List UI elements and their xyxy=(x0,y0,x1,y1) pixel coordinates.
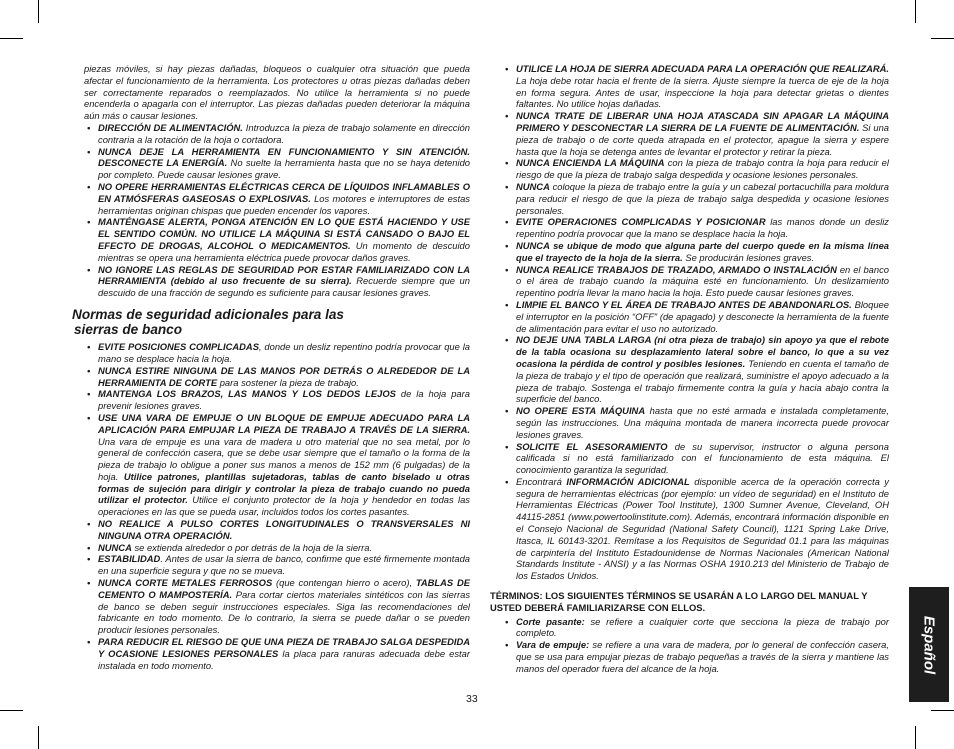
bullet-emphasis: NUNCA xyxy=(98,541,132,553)
bullet-item xyxy=(502,441,889,476)
bullet-text: Introduzca la pieza de trabajo solamente en dirección contraria a la rotación de la hoja o cortadora. xyxy=(98,121,470,145)
crop-mark xyxy=(931,710,954,711)
bullet-item xyxy=(84,341,470,365)
page-number: 33 xyxy=(466,693,478,705)
bullet-item xyxy=(84,542,470,554)
bullet-item xyxy=(84,122,470,146)
crop-mark xyxy=(915,726,916,749)
bullet-emphasis: NO OPERE ESTA MÁQUINA xyxy=(516,405,646,417)
bullet-item xyxy=(502,264,889,299)
bullet-text: Utilice el conjunto protector de la hoja y hendedor en todas las operaciones en las que se pueda usar, incluidos todos los cortes pasantes. xyxy=(98,494,470,518)
bullet-text: Se producirán lesiones graves. xyxy=(682,251,815,263)
terms-list xyxy=(502,616,889,675)
bullet-emphasis: MANTÉNGASE ALERTA, PONGA ATENCIÓN EN LO QUE ESTÁ HACIENDO Y USE EL SENTIDO COMÚN. NO UTILICE LA MÁQUINA SI ESTÁ CANSADO O BAJO EL EFECTO DE DROGAS, ALCOHOL O MEDICAMENTOS. xyxy=(98,216,470,251)
bullet-item xyxy=(84,577,470,636)
bullet-item xyxy=(84,518,470,542)
bullet-text: Recuerde siempre que un descuido de una fracción de segundo es suficiente para causar lesiones graves. xyxy=(98,275,470,299)
crop-mark xyxy=(38,0,39,23)
bullet-emphasis: DIRECCIÓN DE ALIMENTACIÓN. xyxy=(98,121,243,133)
crop-mark xyxy=(931,38,954,39)
bullet-text: hasta que no esté armada e instalada completamente, según las instrucciones. Una máquina montada de manera incorrecta puede provocar lesiones graves. xyxy=(516,405,889,440)
language-tab-label: Español xyxy=(920,615,938,674)
bullet-text: Los motores e interruptores de estas herramientas originan chispas que pueden encender los vapores. xyxy=(98,192,470,216)
bullet-emphasis: NUNCA REALICE TRABAJOS DE TRAZADO, ARMADO O INSTALACIÓN xyxy=(516,263,837,275)
bullet-emphasis: Corte pasante: xyxy=(516,615,585,627)
bullet-text: en el banco o el área de trabajo cuando la máquina esté en funcionamiento. Un deslizamiento repentino podría llevar la mano hacia la hoja. Esto puede causar lesiones graves. xyxy=(516,263,889,299)
bullet-text: para sostener la pieza de trabajo. xyxy=(217,376,359,388)
right-bullet-list xyxy=(502,63,889,582)
bullet-item xyxy=(84,388,470,412)
bullet-emphasis: NUNCA DEJE LA HERRAMIENTA EN FUNCIONAMIENTO Y SIN ATENCIÓN. DESCONECTE LA ENERGÍA. xyxy=(98,145,470,169)
bullet-text: La hoja debe rotar hacia el frente de la sierra. Ajuste siempre la tuerca de eje de la hoja en forma segura. Antes de usar, inspeccione la hoja para detectar grietas o dientes faltantes. No utilice hojas dañadas. xyxy=(516,74,889,110)
bullet-text: Un momento de descuido mientras se opera una herramienta eléctrica puede provocar daños graves. xyxy=(98,239,470,263)
bullet-text: se extienda alrededor o por detrás de la hoja de la sierra. xyxy=(131,541,373,553)
bullet-emphasis: LIMPIE EL BANCO Y EL ÁREA DE TRABAJO ANTES DE ABANDONARLOS. xyxy=(516,298,852,310)
bullet-text: Teniendo en cuenta el tamaño de la pieza de trabajo y el tipo de operación que realizará, suministre el apoyo adecuado a la pieza de trabajo. Sostenga el trabajo firmemente contra la guía y hacia abajo contra la superficie del banco. xyxy=(516,357,889,405)
bullet-text: la placa para ranuras adecuada debe estar instalada en todo momento. xyxy=(98,647,470,671)
bullet-emphasis: NO REALICE A PULSO CORTES LONGITUDINALES O TRANSVERSALES NI NINGUNA OTRA OPERACIÓN. xyxy=(98,518,470,541)
bullet-item xyxy=(84,636,470,671)
bullet-item xyxy=(502,299,889,334)
crop-mark xyxy=(38,726,39,749)
bullet-emphasis: NO DEJE UNA TABLA LARGA (ni otra pieza de trabajo) sin apoyo ya que el rebote de la tabla ocasiona su desplazamiento lateral sobre el banco, lo que a su vez ocasiona la pérdida de control y posibles lesiones. xyxy=(516,334,889,369)
bullet-item xyxy=(84,146,470,181)
bullet-emphasis: Vara de empuje: xyxy=(516,639,590,651)
bullet-emphasis: NUNCA se ubique de modo que alguna parte del cuerpo quede en la misma línea que el trayecto de la hoja de la sierra. xyxy=(516,239,889,263)
bullet-item xyxy=(502,616,889,640)
bullet-emphasis: NUNCA ENCIENDA LA MÁQUINA xyxy=(516,157,665,169)
bullet-item xyxy=(84,412,470,518)
bullet-emphasis: NUNCA TRATE DE LIBERAR UNA HOJA ATASCADA SIN APAGAR LA MÁQUINA PRIMERO Y DESCONECTAR LA SIERRA DE LA FUENTE DE ALIMENTACIÓN. xyxy=(516,110,889,133)
bullet-emphasis: USE UNA VARA DE EMPUJE O UN BLOQUE DE EMPUJE ADECUADO PARA LA APLICACIÓN PARA EMPUJAR LA PIEZA DE TRABAJO A TRAVÉS DE LA SIERRA. xyxy=(98,411,470,435)
bullet-emphasis: Utilice patrones, plantillas sujetadoras, tablas de canto biselado u otras formas de sujeción para dirigir y controlar la pieza de trabajo cuando no pueda utilizar el protector. xyxy=(98,470,470,506)
bullet-text: las manos donde un desliz repentino podría provocar que la mano se desplace hacia la hoja. xyxy=(516,216,889,240)
bullet-text: coloque la pieza de trabajo entre la guía y un cabezal portacuchilla para moldura para reducir el riesgo de que la pieza de trabajo salga despedida y ocasione lesiones personales. xyxy=(516,180,889,216)
bullet-item xyxy=(84,365,470,389)
bullet-item xyxy=(84,216,470,263)
bullet-text: con la pieza de trabajo contra la hoja para reducir el riesgo de que la pieza de trabajo salga despedida y ocasione lesiones personales. xyxy=(516,157,889,181)
bullet-item xyxy=(502,216,889,240)
bullet-item xyxy=(84,181,470,216)
bullet-text: de la hoja para prevenir lesiones graves. xyxy=(98,388,470,412)
bullet-text: No suelte la herramienta hasta que no se haya detenido por completo. Puede causar lesiones grave. xyxy=(98,157,470,181)
bullet-emphasis: INFORMACIÓN ADICIONAL xyxy=(566,475,690,487)
bullet-item xyxy=(502,63,889,110)
bullet-emphasis: NO IGNORE LAS REGLAS DE SEGURIDAD POR ESTAR FAMILIARIZADO CON LA HERRAMIENTA (debido al uso frecuente de su sierra). xyxy=(98,263,470,287)
bullet-emphasis: NO OPERE HERRAMIENTAS ELÉCTRICAS CERCA DE LÍQUIDOS INFLAMABLES O EN ATMÓSFERAS GASEOSAS O EXPLOSIVAS. xyxy=(98,180,470,204)
bullet-item xyxy=(84,264,470,299)
bullet-item xyxy=(502,157,889,181)
bullet-emphasis: SOLICITE EL ASESORAMIENTO xyxy=(516,440,668,452)
section-heading: Normas de seguridad adicionales para las sierras de banco xyxy=(72,306,344,337)
bullet-text: de su supervisor, instructor o alguna persona calificada si no está familiarizado con el funcionamiento de esta máquina. El conocimiento garantiza la seguridad. xyxy=(516,440,889,476)
left-bullet-list-1 xyxy=(84,122,470,299)
bullet-text: disponible acerca de la operación correcta y segura de herramientas eléctricas (por ejemplo: un vídeo de seguridad) en el Instituto de Herramientas Eléctricas (Power Tool Institute), 1300 Sumner Avenue, Cleveland, OH 44115-2851 (www.powertoolinstitute.com). Además, encontrará información disponible en el Consejo Nacional de Seguridad (National Safety Council), 1121 Spring Lake Drive, Itasca, IL 60143-3201. Remítase a los Requisitos de Seguridad 01.1 para las máquinas de carpintería del Instituto Estadounidense de Normas Nacionales (American National Standards Institute - ANSI) y a las Normas OSHA 1910.213 del Ministerio de Trabajo de los Estados Unidos. xyxy=(516,475,889,582)
bullet-item xyxy=(502,405,889,440)
bullet-text: Si una pieza de trabajo o de corte queda atrapada en el protector, apague la sierra y espere hasta que la hoja se detenga antes de levantar el protector y retirar la pieza. xyxy=(516,121,889,157)
bullet-emphasis: NUNCA CORTE METALES FERROSOS xyxy=(98,577,273,589)
bullet-emphasis: EVITE OPERACIONES COMPLICADAS Y POSICIONAR xyxy=(516,216,766,228)
bullet-text: Para cortar ciertos materiales sintéticos con las sierras de banco se deben seguir instrucciones especiales. Siga las recomendaciones del fabricante en todo momento. De lo contrario, la sierra se puede dañar o se pueden producir lesiones personales. xyxy=(98,588,471,636)
crop-mark xyxy=(0,710,23,711)
bullet-emphasis: NUNCA ESTIRE NINGUNA DE LAS MANOS POR DETRÁS O ALREDEDOR DE LA HERRAMIENTA DE CORTE xyxy=(98,364,470,388)
bullet-emphasis: NUNCA xyxy=(516,180,550,192)
bullet-item xyxy=(502,476,889,582)
bullet-text: . Antes de usar la sierra de banco, confirme que esté firmemente montada en una superficie segura y que no se mueva. xyxy=(98,553,470,577)
bullet-text: se refiere a cualquier corte que secciona la pieza de trabajo por completo. xyxy=(516,615,890,639)
bullet-text: Una vara de empuje es una vara de madera u otro material que no sea metal, por lo general de confección casera, que se debe usar siempre que el tamaño o la forma de la pieza de trabajo lo obligue a poner sus manos a menos de 152 mm (6 pulgadas) de la hoja. xyxy=(98,435,470,482)
bullet-text: (que contengan hierro o acero), xyxy=(272,577,416,589)
left-column xyxy=(72,63,471,671)
left-bullet-list-2 xyxy=(84,341,470,671)
bullet-emphasis: UTILICE LA HOJA DE SIERRA ADECUADA PARA LA OPERACIÓN QUE REALIZARÁ. xyxy=(516,63,889,74)
language-tab xyxy=(909,587,949,702)
bullet-text: , donde un desliz repentino podría provocar que la mano se desplace hacia la hoja. xyxy=(98,341,470,364)
bullet-item xyxy=(502,181,889,216)
right-column xyxy=(490,63,890,675)
bullet-item xyxy=(502,240,889,264)
bullet-item xyxy=(502,334,889,405)
bullet-text: se refiere a una vara de madera, por lo general de confección casera, que se usa para empujar piezas de trabajo pequeñas a través de la sierra y mantiene las manos del operador fuera del alcance de la hoja. xyxy=(516,639,889,674)
bullet-item xyxy=(84,553,470,577)
bullet-emphasis: ESTABILIDAD xyxy=(98,553,161,565)
bullet-emphasis: PARA REDUCIR EL RIESGO DE QUE UNA PIEZA DE TRABAJO SALGA DESPEDIDA Y OCASIONE LESIONES PERSONALES xyxy=(98,636,470,659)
crop-mark xyxy=(0,38,23,39)
bullet-emphasis: TABLAS DE CEMENTO O MAMPOSTERÍA. xyxy=(98,577,470,600)
bullet-item xyxy=(502,639,889,674)
bullet-text: Encontrará xyxy=(516,475,567,487)
intro-paragraph: piezas móviles, si hay piezas dañadas, bloqueos o cualquier otra situación que pueda afectar el funcionamiento de la herramienta. Los protectores u otras piezas dañadas deben ser correctamente reparados o reemplazados. No utilice la herramienta si no puede encenderla o apagarla con el interruptor. Las piezas dañadas pueden deteriorar la máquina aún más o causar lesiones. xyxy=(84,63,470,122)
bullet-emphasis: MANTENGA LOS BRAZOS, LAS MANOS Y LOS DEDOS LEJOS xyxy=(98,388,396,400)
bullet-emphasis: EVITE POSICIONES COMPLICADAS xyxy=(98,341,259,353)
crop-mark xyxy=(915,0,916,23)
bullet-text: Bloquee el interruptor en la posición “OFF” (de apagado) y desconecte la herramienta de la fuente de alimentación para evitar el uso no autorizado. xyxy=(516,298,889,334)
terms-title: TÉRMINOS: LOS SIGUIENTES TÉRMINOS SE USARÁN A LO LARGO DEL MANUAL Y USTED DEBERÁ FAMILIARIZARSE CON ELLOS. xyxy=(490,590,868,613)
bullet-item xyxy=(502,110,889,157)
